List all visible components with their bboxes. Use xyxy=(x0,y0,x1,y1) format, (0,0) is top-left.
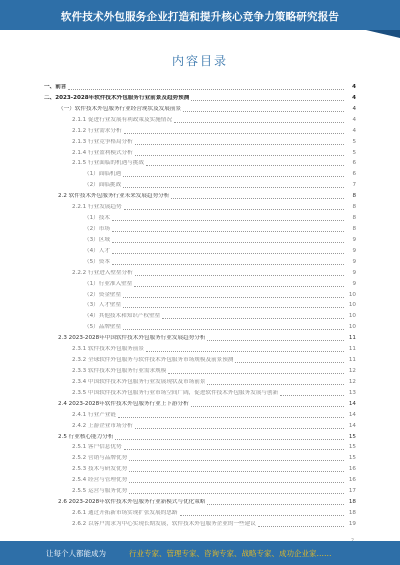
toc-entry-page: 12 xyxy=(348,367,356,374)
toc-entry[interactable] xyxy=(44,105,356,113)
toc-entry-page: 10 xyxy=(348,302,356,309)
toc-leader-dots xyxy=(112,253,344,254)
toc-entry[interactable] xyxy=(44,225,356,233)
toc-entry-text: （2）面临挑战 xyxy=(84,182,122,189)
toc-entry-page: 8 xyxy=(352,225,356,232)
toc-entry-page: 11 xyxy=(348,335,356,342)
toc-entry[interactable] xyxy=(44,312,356,320)
toc-leader-dots xyxy=(124,449,344,450)
toc-leader-dots xyxy=(112,242,344,243)
toc-leader-dots xyxy=(135,275,344,276)
toc-entry[interactable] xyxy=(44,433,356,441)
toc-entry[interactable] xyxy=(44,367,356,375)
toc-entry-text: （1）技术 xyxy=(84,215,110,222)
toc-leader-dots xyxy=(112,231,344,232)
toc-entry[interactable] xyxy=(44,411,356,419)
toc-leader-dots xyxy=(135,144,344,145)
toc-leader-dots xyxy=(134,286,344,287)
toc-entry-page: 17 xyxy=(348,488,356,495)
toc-entry[interactable] xyxy=(44,422,356,430)
toc-entry-text: 2.2.2 行业进入壁垒分析 xyxy=(72,269,133,276)
toc-leader-dots xyxy=(191,100,344,101)
report-title: 软件技术外包服务企业打造和提升核心竞争力策略研究报告 xyxy=(60,11,340,23)
toc-leader-dots xyxy=(129,471,344,472)
toc-leader-dots xyxy=(112,220,344,221)
toc-entry-page: 9 xyxy=(352,258,356,265)
toc-leader-dots xyxy=(129,493,344,494)
toc-leader-dots xyxy=(123,329,344,330)
toc-entry-page: 5 xyxy=(352,149,356,156)
toc-leader-dots xyxy=(123,187,344,188)
toc-leader-dots xyxy=(162,318,344,319)
toc-entry-page: 8 xyxy=(352,215,356,222)
toc-entry-page: 4 xyxy=(352,84,356,90)
toc-entry[interactable] xyxy=(44,323,356,331)
toc-leader-dots xyxy=(123,297,344,298)
toc-entry-text: 2.1.3 行业竞争格局分析 xyxy=(72,138,133,145)
toc-entry-page: 9 xyxy=(352,247,356,254)
toc-entry-page: 11 xyxy=(348,346,356,353)
toc-entry[interactable] xyxy=(44,400,356,408)
toc-entry-page: 4 xyxy=(352,94,356,101)
toc-entry[interactable] xyxy=(44,389,356,397)
toc-entry-page: 14 xyxy=(348,411,356,418)
toc-entry-page: 9 xyxy=(352,236,356,243)
toc-entry-text: 二、2023-2028年软件技术外包服务行业前景及趋势预测 xyxy=(44,94,190,101)
toc-entry-page: 18 xyxy=(348,499,356,506)
toc-entry-text: （2）市场 xyxy=(84,225,110,232)
toc-leader-dots xyxy=(123,307,344,308)
toc-leader-dots xyxy=(123,176,344,177)
toc-leader-dots xyxy=(146,351,344,352)
toc-entry-text: （1）面临机遇 xyxy=(84,171,122,178)
toc-leader-dots xyxy=(207,340,344,341)
toc-entry-text: （1）行业准入壁垒 xyxy=(84,280,133,287)
toc-leader-dots xyxy=(180,515,344,516)
toc-entry[interactable] xyxy=(44,214,356,222)
toc-entry[interactable] xyxy=(44,280,356,288)
toc-entry[interactable] xyxy=(44,116,356,124)
toc-entry-page: 16 xyxy=(348,466,356,473)
toc-entry-text: 2.1.5 行业面临的机遇与挑战 xyxy=(72,160,144,167)
toc-entry-text: 2.1.1 促进行业发展有利政策及实施情况 xyxy=(72,116,172,123)
toc-entry[interactable] xyxy=(44,236,356,244)
toc-entry-text: 2.3.4 中国软件技术外包服务行业发展现状及市场前景 xyxy=(72,378,206,385)
toc-entry[interactable] xyxy=(44,258,356,266)
toc-leader-dots xyxy=(280,395,344,396)
toc-entry-text: 2.1.2 行业需求分析 xyxy=(72,127,122,134)
toc-entry-text: 2.6.1 通过开拓新市场实现扩张发展的思路 xyxy=(72,509,178,516)
toc-entry-page: 6 xyxy=(352,160,356,167)
toc-entry[interactable] xyxy=(44,159,356,167)
toc-entry[interactable] xyxy=(44,181,356,189)
toc-entry[interactable] xyxy=(44,487,356,495)
toc-entry-page: 4 xyxy=(352,116,356,123)
toc-entry-text: （一）软件技术外包服务行业经营现状及发展前景 xyxy=(58,105,182,112)
toc-entry-text: （5）品牌壁垒 xyxy=(84,324,122,331)
toc-entry-text: 2.3.5 中国软件技术外包服务行业市场空间广阔，促进软件技术外包服务发展与创新 xyxy=(72,389,279,396)
toc-entry-page: 6 xyxy=(352,171,356,178)
toc-entry-text: 2.3 2023-2028年中国软件技术外包服务行业发展趋势分析 xyxy=(58,335,206,342)
toc-entry-page: 11 xyxy=(348,357,356,364)
toc-entry[interactable] xyxy=(44,94,356,102)
toc-leader-dots xyxy=(68,89,344,90)
toc-entry-text: （4）其他技术和知识产权壁垒 xyxy=(84,313,161,320)
toc-entry-page: 10 xyxy=(348,324,356,331)
toc-entry[interactable] xyxy=(44,509,356,517)
toc-entry[interactable] xyxy=(44,83,356,91)
toc-leader-dots xyxy=(168,373,344,374)
toc-entry-page: 8 xyxy=(352,193,356,200)
toc-entry-text: 2.5.1 客户信息优势 xyxy=(72,444,122,451)
toc-entry-text: 2.2 软件技术外包服务行业未来发展趋势分析 xyxy=(58,193,170,200)
toc-entry-text: 2.5.4 经营与管理优势 xyxy=(72,477,128,484)
toc-entry[interactable] xyxy=(44,192,356,200)
toc-entry[interactable] xyxy=(44,203,356,211)
toc-entry-page: 15 xyxy=(348,444,356,451)
toc-leader-dots xyxy=(135,428,344,429)
toc-entry-text: （4）人才 xyxy=(84,247,110,254)
toc-entry-page: 4 xyxy=(352,127,356,134)
toc-entry-page: 18 xyxy=(348,509,356,516)
toc-entry-page: 8 xyxy=(352,204,356,211)
toc-entry[interactable] xyxy=(44,498,356,506)
toc-leader-dots xyxy=(135,155,344,156)
toc-entry-page: 7 xyxy=(352,182,356,189)
toc-entry-text: 2.4.2 上游企业市场分析 xyxy=(72,422,133,429)
toc-entry-page: 9 xyxy=(352,269,356,276)
toc-heading: 内容目录 xyxy=(171,54,228,68)
toc-entry-text: 一、前言 xyxy=(44,84,67,90)
toc-entry-page: 15 xyxy=(348,455,356,462)
toc-entry-text: 2.3.2 全球软件外包服务与软件技术外包服务市场规模及前景预测 xyxy=(72,357,234,364)
table-of-contents xyxy=(44,83,356,528)
toc-leader-dots xyxy=(115,439,344,440)
toc-leader-dots xyxy=(207,384,344,385)
toc-leader-dots xyxy=(112,264,344,265)
toc-entry-page: 19 xyxy=(348,520,356,527)
toc-entry-page: 9 xyxy=(352,280,356,287)
toc-entry-text: 2.4 2023-2028年软件技术外包服务行业上下游分析 xyxy=(58,400,189,407)
toc-leader-dots xyxy=(183,111,344,112)
toc-entry-text: 2.5.5 运营与服务优势 xyxy=(72,488,128,495)
toc-leader-dots xyxy=(207,504,344,505)
toc-leader-dots xyxy=(235,362,344,363)
toc-entry-text: 2.6 2023-2028年软件技术外包服务行业新模式与优化策略 xyxy=(58,499,206,506)
toc-entry-text: 2.3.3 软件技术外包服务行业需求规模 xyxy=(72,367,167,374)
toc-entry[interactable] xyxy=(44,378,356,386)
toc-entry-text: 2.4.1 行业产业链 xyxy=(72,411,116,418)
toc-entry-page: 10 xyxy=(348,313,356,320)
toc-entry[interactable] xyxy=(44,520,356,528)
toc-entry-page: 14 xyxy=(348,400,356,407)
toc-entry-text: 2.5 行业核心能力分析 xyxy=(58,433,114,440)
toc-leader-dots xyxy=(118,417,344,418)
toc-leader-dots xyxy=(258,526,344,527)
toc-entry[interactable] xyxy=(44,476,356,484)
footer-slogan: 让每个人都能成为 xyxy=(46,549,106,558)
toc-entry-text: 2.6.2 以客户需求为中心实现长期发展，软件技术外包服务企业的一些建议 xyxy=(72,520,256,527)
toc-entry-text: 2.3.1 软件技术外包服务前景 xyxy=(72,346,144,353)
page-header xyxy=(0,0,400,30)
header-corner-decoration xyxy=(366,30,400,38)
toc-entry[interactable] xyxy=(44,356,356,364)
toc-entry[interactable] xyxy=(44,247,356,255)
toc-leader-dots xyxy=(124,133,344,134)
page-footer xyxy=(0,541,400,565)
toc-entry[interactable] xyxy=(44,291,356,299)
toc-entry[interactable] xyxy=(44,269,356,277)
footer-tagline: 行业专家、管理专家、咨询专家、战略专家、成功企业家…… xyxy=(129,549,332,558)
toc-entry-text: 2.1.4 行业盈利模式分析 xyxy=(72,149,133,156)
toc-leader-dots xyxy=(129,460,344,461)
toc-entry[interactable] xyxy=(44,149,356,157)
toc-entry[interactable] xyxy=(44,334,356,342)
toc-entry-page: 5 xyxy=(352,138,356,145)
toc-entry-text: （5）资本 xyxy=(84,258,110,265)
toc-entry-page: 16 xyxy=(348,477,356,484)
toc-entry-text: 2.2.1 行业发展趋势 xyxy=(72,204,122,211)
toc-entry-page: 13 xyxy=(348,389,356,396)
toc-entry[interactable] xyxy=(44,443,356,451)
toc-entry-page: 10 xyxy=(348,291,356,298)
toc-entry-text: 2.5.3 技术与研发优势 xyxy=(72,466,128,473)
toc-entry-page: 14 xyxy=(348,422,356,429)
toc-leader-dots xyxy=(191,406,344,407)
toc-leader-dots xyxy=(124,209,344,210)
toc-leader-dots xyxy=(171,198,344,199)
toc-entry-text: （3）人才壁垒 xyxy=(84,302,122,309)
toc-entry-text: （2）资金壁垒 xyxy=(84,291,122,298)
toc-entry-page: 4 xyxy=(352,105,356,112)
toc-entry[interactable] xyxy=(44,170,356,178)
toc-entry-text: （3）区域 xyxy=(84,236,110,243)
toc-leader-dots xyxy=(146,165,344,166)
toc-entry-text: 2.5.2 营销与品牌优势 xyxy=(72,455,128,462)
toc-leader-dots xyxy=(129,482,344,483)
toc-entry-page: 15 xyxy=(348,433,356,440)
toc-entry[interactable] xyxy=(44,345,356,353)
toc-leader-dots xyxy=(174,122,344,123)
toc-entry[interactable] xyxy=(44,465,356,473)
toc-entry[interactable] xyxy=(44,301,356,309)
toc-entry-page: 12 xyxy=(348,378,356,385)
toc-entry[interactable] xyxy=(44,454,356,462)
toc-entry[interactable] xyxy=(44,138,356,146)
toc-entry[interactable] xyxy=(44,127,356,135)
